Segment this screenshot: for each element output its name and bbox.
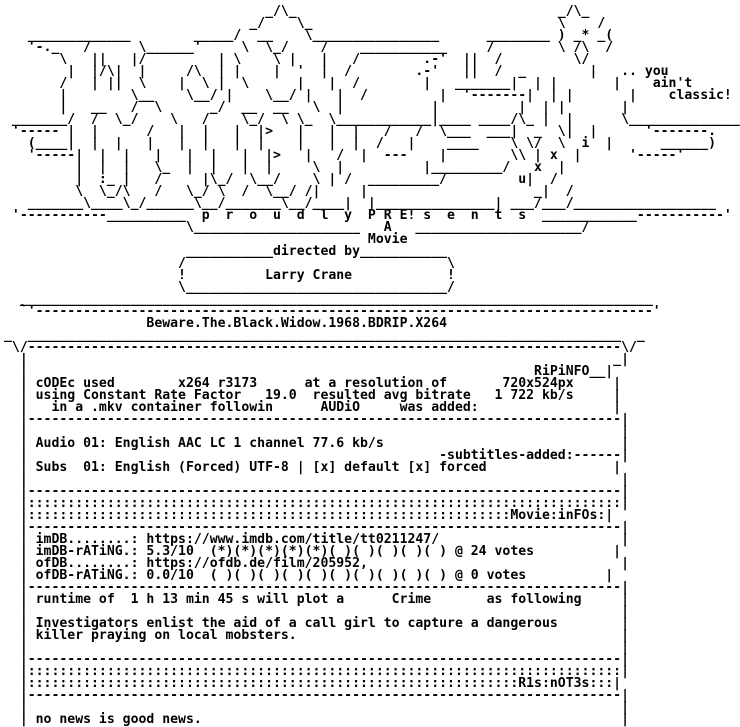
nfo-line: |:::::::::::::::::::::::::::::::::::::::::::::::::::::::::::::::::::::::::::| bbox=[4, 496, 629, 511]
nfo-line: | :_ | / |\_/ \__/ \ | / _________/ u| / bbox=[4, 172, 558, 187]
nfo-line: | runtime of 1 h 13 min 45 s will plot a Crime as following | bbox=[4, 592, 629, 607]
nfo-line: | | bbox=[4, 472, 629, 487]
nfo-line: | -subtitles-added:------| bbox=[4, 448, 629, 463]
nfo-line: |---------------------------------------------------------------------------| bbox=[4, 580, 629, 595]
nfo-line: | ofDB........: https://ofdb.de/film/205952, | bbox=[4, 556, 629, 571]
nfo-line: Movie bbox=[4, 232, 408, 247]
nfo-line: _______\____\_/______\__/_______\__/____| |_______________| ___/___/__________________ bbox=[4, 196, 717, 211]
nfo-line: |---------------------------------------------------------------------------| bbox=[4, 484, 629, 499]
nfo-line: _/ \_ \ / bbox=[4, 16, 606, 31]
nfo-line: ! Larry Crane ! bbox=[4, 268, 455, 283]
nfo-line: | RiPiNFO__| bbox=[4, 364, 614, 379]
nfo-line: | Investigators enlist the aid of a call girl to capture a dangerous | bbox=[4, 616, 629, 631]
nfo-line: (____| | | | | | | | | | | / | ____ \ \/ \ i | ______) bbox=[4, 136, 717, 151]
nfo-line: _ ___________________________________________________________________________ _ bbox=[4, 328, 645, 343]
nfo-line: | killer praying on local mobsters. | bbox=[4, 628, 629, 643]
nfo-line: / \ bbox=[4, 256, 455, 271]
nfo-line: '-----------__________ p r o u d l y P R E! s e n t s ____________-----------' bbox=[4, 208, 732, 223]
nfo-line: |---------------------------------------------------------------------------| bbox=[4, 412, 629, 427]
nfo-line: | | bbox=[4, 700, 629, 715]
nfo-line: | | bbox=[4, 640, 629, 655]
nfo-line: |---------------------------------------------------------------------------| bbox=[4, 520, 629, 535]
nfo-line: | Subs 01: English (Forced) UTF-8 | [x] default [x] forced | bbox=[4, 460, 622, 475]
nfo-line: \/---------------------------------------------------------------------------\/ bbox=[4, 340, 637, 355]
nfo-line: | |/\| | /\ | | | ' | / .-' || / _ | .. you bbox=[4, 64, 669, 79]
nfo-line: | ofDB-rATiNG.: 0.0/10 ( )( )( )( )( )( )( )( )( )( ) @ 0 votes | bbox=[4, 568, 614, 583]
nfo-line: | | bbox=[4, 424, 629, 439]
nfo-line: '----- | | / | | | |> | | | / / \___ ___| _ \| | '-------. bbox=[4, 124, 717, 139]
nfo-line: |---------------------------------------------------------------------------| bbox=[4, 652, 629, 667]
nfo-text-document bbox=[4, 6, 740, 726]
nfo-line: |---------------------------------------------------------------------------| bbox=[4, 688, 629, 703]
nfo-line: '-----| | | | | | | |> | / | --- | \\ | x | '-----' bbox=[4, 148, 685, 163]
nfo-line: _____________ _____/ __ \________________ ________ ) _* _( bbox=[4, 28, 614, 43]
nfo-line: | | | \_ | | | | \ | |_________/ x | bbox=[4, 160, 566, 175]
nfo-line: | cODEc used x264 r3173 at a resolution of 720x524px | bbox=[4, 376, 622, 391]
nfo-line: | in a .mkv container followin AUDiO was added: | bbox=[4, 400, 622, 415]
nfo-line: |:::::::::::::::::::::::::::::::::::::::::::::::::::::::::::::Movie:inFOs:| bbox=[4, 508, 614, 523]
nfo-line: ___________directed by___________ bbox=[4, 244, 448, 259]
nfo-line: ________________________________________________________________________________ bbox=[4, 292, 653, 307]
nfo-line: | using Constant Rate Factor 19.0 resulted avg bitrate 1 722 kb/s | bbox=[4, 388, 622, 403]
nfo-line: |::::::::::::::::::::::::::::::::::::::::::::::::::::::::::::::R1s:nOT3s:::| bbox=[4, 676, 622, 691]
nfo-line: | imDB-rATiNG.: 5.3/10 (*)(*)(*)(*)(*)( )( )( )( )( ) @ 24 votes | bbox=[4, 544, 622, 559]
nfo-line: \ || |/ | \ \ | | / .-' || / \/ bbox=[4, 52, 590, 67]
nfo-line: / | || \ | \ | \ | | / | _______| | | | ain't bbox=[4, 76, 693, 91]
nfo-line: '-._ / \______' \ \_/ / ___________ / \ /\ / bbox=[4, 40, 614, 55]
nfo-line: | Audio 01: English AAC LC 1 channel 77.6 kb/s | bbox=[4, 436, 629, 451]
nfo-line: | \__ \__/ | \__/ | | / | '-------| | | | classic! bbox=[4, 88, 732, 103]
nfo-line: Beware.The.Black.Widow.1968.BDRIP.X264 bbox=[4, 316, 448, 331]
nfo-line: _/\_ _/\_ bbox=[4, 4, 590, 19]
nfo-line: \_____________________ A _____________________/ bbox=[4, 220, 590, 235]
nfo-line: `'------------------------------------------------------------------------------' bbox=[4, 304, 661, 319]
nfo-line: | no news is good news. | bbox=[4, 712, 629, 727]
nfo-line: | _| bbox=[4, 352, 629, 367]
nfo-line: | imDB........: https://www.imdb.com/title/tt0211247/ | bbox=[4, 532, 629, 547]
nfo-line: | | bbox=[4, 604, 629, 619]
nfo-line: _______/ / \_/ \ / \_/ \ \_ \____________|____ ____/\_ | | \______________ bbox=[4, 112, 740, 127]
nfo-line: \_________________________________/ bbox=[4, 280, 455, 295]
nfo-line: |:::::::::::::::::::::::::::::::::::::::::::::::::::::::::::::::::::::::::::| bbox=[4, 664, 629, 679]
nfo-line: | __ / \ _/ __ __ \ | | | | | | bbox=[4, 100, 629, 115]
nfo-line: \ \_/\ / \_/ \ / \__/ /| | _| / bbox=[4, 184, 574, 199]
